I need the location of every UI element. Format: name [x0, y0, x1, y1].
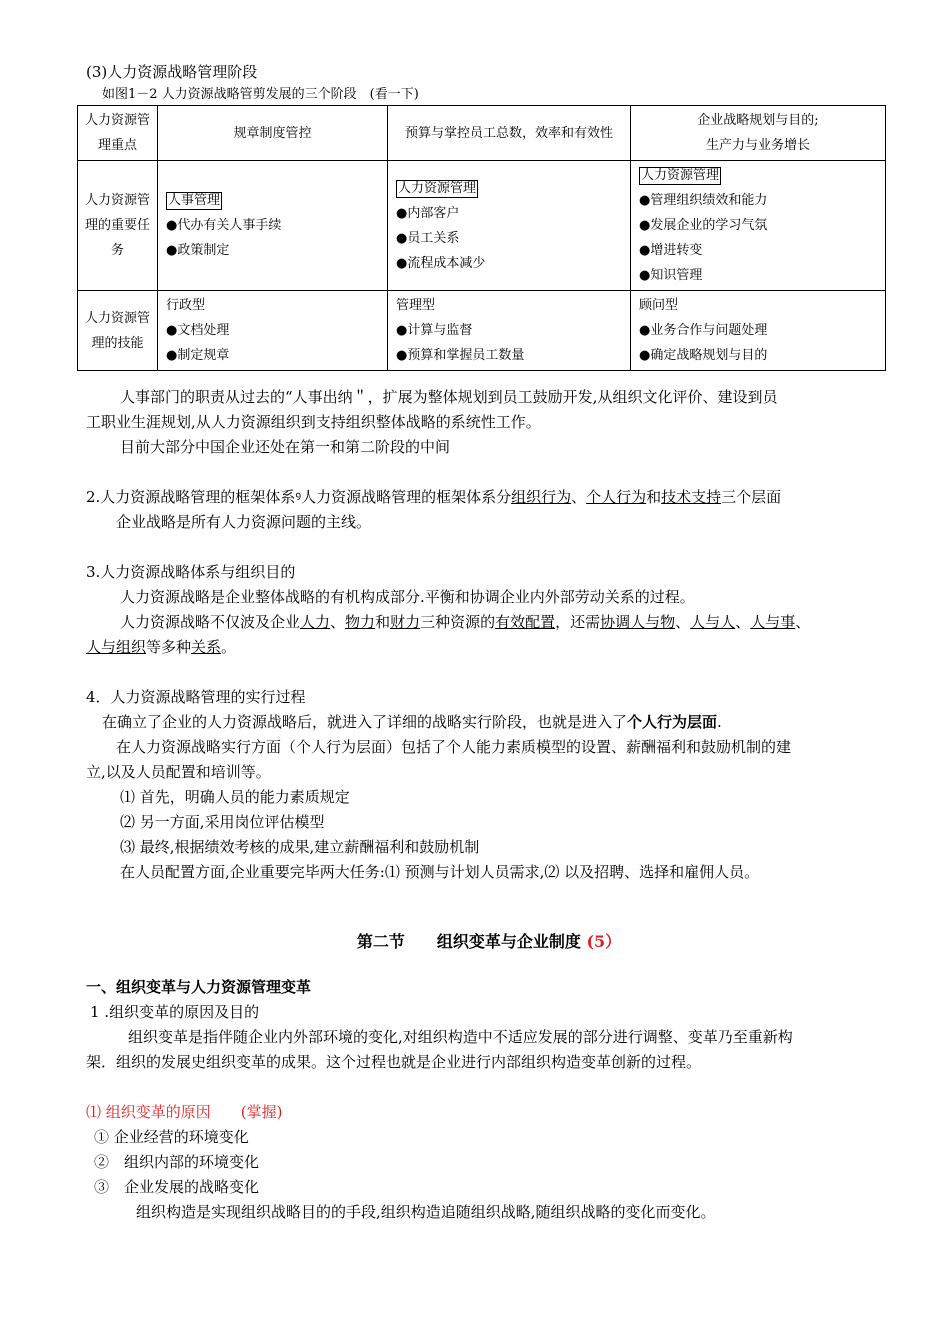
list-item: ●预算和掌握员工数量 [396, 348, 525, 363]
cell-line: 企业战略规划与目的; [697, 113, 819, 128]
cell-title: 管理型 [396, 298, 436, 313]
cell-title: 行政型 [166, 298, 206, 313]
section-heading [86, 927, 892, 957]
paragraph: 在人力资源战略实行方面（个人行为层面）包括了个人能力素质模型的设置、薪酬福利和鼓励机制的建 [116, 738, 792, 756]
paragraph: 在人员配置方面,企业重要完毕两大任务:⑴ 预测与计划人员需求,⑵ 以及招聘、选择和雇佣人员。 [120, 863, 760, 881]
list-item: ⑶ 最终,根据绩效考核的成果,建立薪酬福利和鼓励机制 [120, 838, 480, 856]
text-run: 等多种 [146, 638, 192, 656]
text-run: 三个层面 [721, 488, 782, 506]
table-cell [631, 161, 886, 291]
list-item: ●增进转变 [639, 243, 703, 258]
chapter-heading: 一、组织变革与人力资源管理变革 [86, 978, 312, 996]
underlined-term: 人与组织 [86, 638, 147, 656]
section-label: 第二节 [356, 932, 405, 951]
underlined-term: 协调人与物 [600, 613, 676, 631]
underlined-term: 组织行为 [511, 488, 572, 506]
text-run: 、 [675, 613, 691, 631]
table-row [78, 291, 886, 371]
list-item: ●管理组织绩效和能力 [639, 193, 768, 208]
table-cell: 人力资源管理的技能 [78, 291, 158, 371]
reason-title: ⑴ 组织变革的原因 (掌握) [86, 1103, 283, 1121]
list-item: ●计算与监督 [396, 323, 473, 338]
list-item: ③ 企业发展的战略变化 [94, 1178, 260, 1196]
boxed-label: 人力资源管理 [398, 180, 477, 196]
list-item: ●文档处理 [166, 323, 230, 338]
underlined-term: 个人行为 [586, 488, 647, 506]
text-run: 、 [571, 488, 587, 506]
subsection-title: 4．人力资源战略管理的实行过程 [86, 688, 306, 706]
text-run: 。 [221, 638, 237, 656]
underlined-term: 关系 [191, 638, 222, 656]
table-cell: 人力资源管理的重要任务 [78, 161, 158, 291]
text-run: 人力资源战略管理的框架体系分 [301, 488, 512, 506]
text-run: 、 [330, 613, 346, 631]
table-cell [631, 291, 886, 371]
list-item: ●代办有关人事手续 [166, 218, 282, 233]
list-item: ●政策制定 [166, 243, 230, 258]
underlined-term: 人与事 [750, 613, 796, 631]
text-run: . [717, 713, 722, 731]
list-item: ●流程成本减少 [396, 255, 486, 271]
strategy-paragraph [86, 610, 892, 635]
subsection-title: 3.人力资源战略体系与组织目的 [86, 563, 296, 581]
text-run: 和 [646, 488, 662, 506]
paragraph: 立,以及人员配置和培训等。 [86, 763, 271, 781]
text-run: 和 [375, 613, 391, 631]
text-run: 、 [735, 613, 751, 631]
table-cell [631, 106, 886, 161]
section-number: (5） [586, 932, 622, 951]
list-item: ●内部客户 [396, 205, 460, 221]
table-cell [388, 291, 631, 371]
table-cell: 人力资源管理重点 [78, 106, 158, 161]
list-item: ●业务合作与问题处理 [639, 323, 768, 338]
paragraph: 目前大部分中国企业还处在第一和第二阶段的中间 [120, 438, 451, 456]
list-item: ●制定规章 [166, 348, 230, 363]
underlined-term: 物力 [345, 613, 376, 631]
text-run: 人力资源战略不仅波及企业 [120, 613, 301, 631]
paragraph: 组织变革是指伴随企业内外部环境的变化,对组织构造中不适应发展的部分进行调整、变革乃至重新构 [128, 1028, 793, 1046]
underlined-term: 技术支持 [661, 488, 722, 506]
table-cell: 规章制度管控 [158, 106, 388, 161]
cell-title: 顾问型 [639, 298, 679, 313]
text-run: 在确立了企业的人力资源战略后，就进入了详细的战略实行阶段，也就是进入了 [102, 713, 628, 731]
paragraph: 人力资源战略是企业整体战略的有机构成部分.平衡和协调企业内外部劳动关系的过程。 [120, 588, 695, 606]
framework-lead: 2.人力资源战略管理的框架体系 [86, 488, 296, 506]
text-run: 三种资源的 [420, 613, 496, 631]
bold-term: 个人行为层面 [627, 713, 718, 731]
table-header-row [78, 106, 886, 161]
document-page [86, 60, 892, 1225]
section-title: 组织变革与企业制度 [436, 932, 581, 951]
subsection-title: (3)人力资源战略管理阶段 [86, 63, 258, 81]
boxed-label: 人事管理 [168, 193, 221, 208]
table-cell [388, 161, 631, 291]
underlined-term: 人与人 [690, 613, 736, 631]
table-cell: 预算与掌控员工总数，效率和有效性 [388, 106, 631, 161]
list-item: ●发展企业的学习气氛 [639, 218, 768, 233]
paragraph: 架．组织的发展史组织变革的成果。这个过程也就是企业进行内部组织构造变革创新的过程。 [86, 1053, 702, 1071]
paragraph: 工职业生涯规划,从人力资源组织到支持组织整体战略的系统性工作。 [86, 413, 541, 431]
underlined-term: 有效配置 [495, 613, 556, 631]
subsection-title: 1 .组织变革的原因及目的 [90, 1003, 260, 1021]
bullet-mark-icon: ꝰ [295, 488, 302, 506]
underlined-term: 人力 [300, 613, 331, 631]
list-item: ⑴ 首先，明确人员的能力素质规定 [120, 788, 350, 806]
list-item: ⑵ 另一方面,采用岗位评估模型 [120, 813, 325, 831]
list-item: ① 企业经营的环境变化 [94, 1128, 249, 1146]
paragraph: 人事部门的职责从过去的“人事出纳＂，扩展为整体规划到员工鼓励开发,从组织文化评价、建设到员 [120, 388, 778, 406]
text-run: ，还需 [555, 613, 601, 631]
strategy-paragraph-cont [86, 635, 892, 660]
cell-line: 生产力与业务增长 [705, 138, 810, 153]
list-item: ●知识管理 [639, 268, 703, 283]
table-cell [158, 291, 388, 371]
list-item: ② 组织内部的环境变化 [94, 1153, 260, 1171]
paragraph: 企业战略是所有人力资源问题的主线。 [116, 513, 372, 531]
text-run: 、 [795, 613, 811, 631]
hr-stages-table [77, 105, 886, 371]
framework-paragraph [86, 485, 892, 510]
figure-caption: 如图1－2 人力资源战略管剪发展的三个阶段 (看一下) [102, 87, 419, 102]
table-row [78, 161, 886, 291]
paragraph: 组织构造是实现组织战略目的的手段,组织构造追随组织战略,随组织战略的变化而变化。 [136, 1203, 716, 1221]
list-item: ●确定战略规划与目的 [639, 348, 768, 363]
implementation-paragraph [86, 710, 892, 735]
table-cell [158, 161, 388, 291]
underlined-term: 财力 [390, 613, 421, 631]
boxed-label: 人力资源管理 [641, 168, 720, 183]
list-item: ●员工关系 [396, 230, 460, 246]
